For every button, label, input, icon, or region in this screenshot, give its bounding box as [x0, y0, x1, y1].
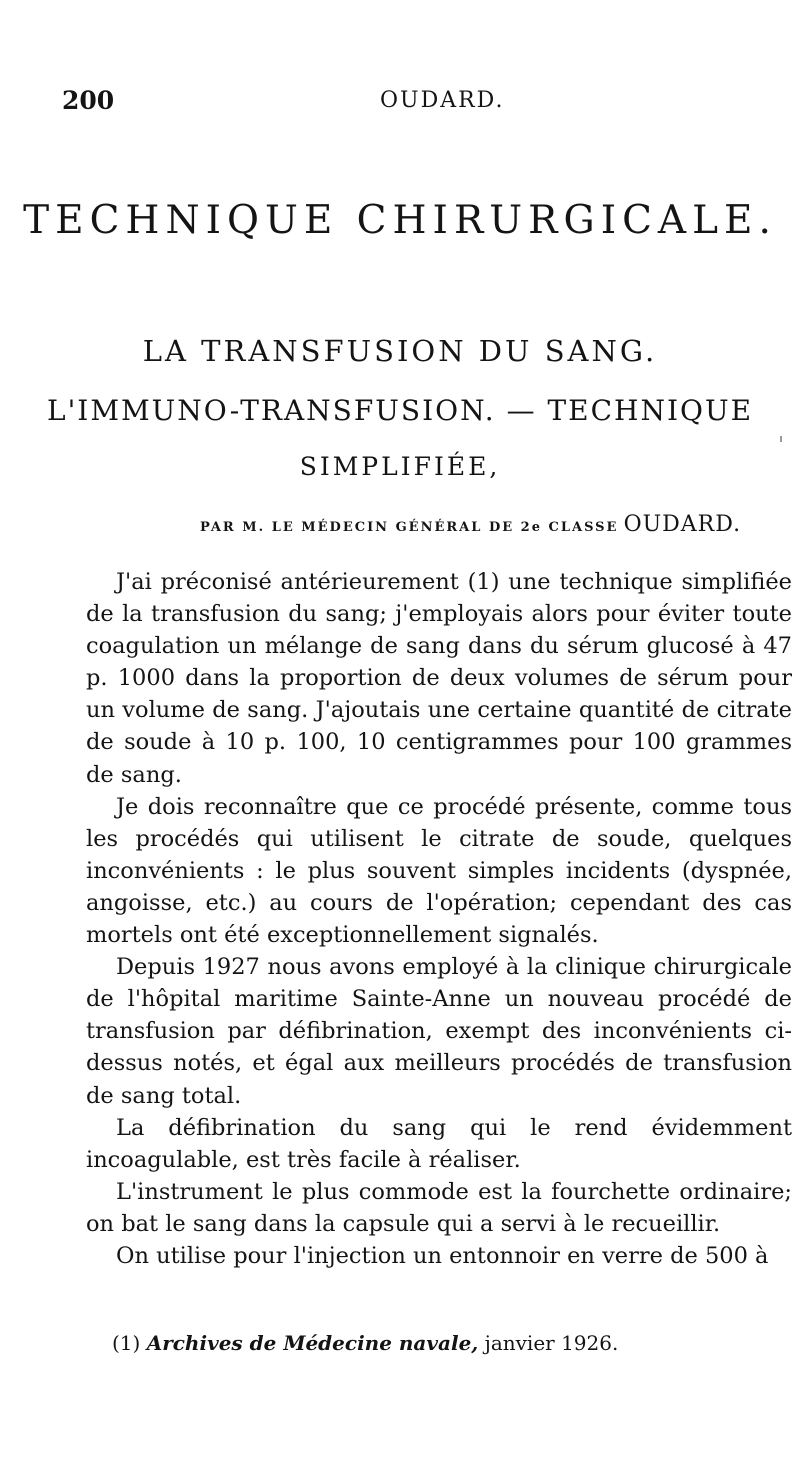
footnote-date: janvier 1926.: [484, 1331, 619, 1355]
running-head: [62, 86, 782, 116]
article-title-line-3: SIMPLIFIÉE,: [299, 452, 501, 481]
article-body: [86, 566, 792, 1272]
running-title: OUDARD.: [380, 88, 505, 113]
footnote-marker: (1): [112, 1331, 141, 1355]
article-title-line-2: L'IMMUNO-TRANSFUSION. — TECHNIQUE: [46, 394, 754, 427]
paragraph: L'instrument le plus commode est la fourchette ordinaire; on bat le sang dans la capsule qui a servi à le recueillir.: [86, 1178, 792, 1237]
paragraph: J'ai préconisé antérieurement (1) une technique simplifiée de la transfusion du sang; j'employais alors pour éviter toute coagulation un mélange de sang dans du sérum glucosé à 47 p. 1000 dans la proportion de deux volumes de sérum pour un volume de sang. J'ajoutais une certaine quantité de citrate de soude à 10 p. 100, 10 centigrammes pour 100 grammes de sang.: [86, 569, 792, 788]
footnote-journal: Archives de Médecine navale,: [146, 1331, 479, 1355]
paragraph: Je dois reconnaître que ce procédé présente, comme tous les procédés qui utilisent le citrate de soude, quelques inconvénients : le plus souvent simples incidents (dyspnée, angoisse, etc.) au cours de l'opération; cependant des cas mortels ont été exceptionnellement signalés.: [86, 793, 792, 949]
paragraph: La défibrination du sang qui le rend évidemment incoagulable, est très facile à réaliser.: [86, 1114, 792, 1173]
paragraph: On utilise pour l'injection un entonnoir en verre de 500 à: [116, 1242, 769, 1269]
byline-author: OUDARD.: [623, 512, 742, 537]
footnote: [112, 1331, 618, 1355]
margin-mark: [780, 436, 782, 442]
paragraph: Depuis 1927 nous avons employé à la clinique chirurgicale de l'hôpital maritime Sainte-Anne un nouveau procédé de transfusion par défibrination, exempt des inconvénients ci-dessus notés, et égal aux meilleurs procédés de transfusion de sang total.: [86, 954, 792, 1109]
section-title: TECHNIQUE CHIRURGICALE.: [23, 198, 777, 243]
page-number: 200: [62, 86, 115, 115]
byline: [200, 512, 780, 537]
article-title-line-1: LA TRANSFUSION DU SANG.: [142, 334, 658, 368]
byline-prefix: PAR M. LE MÉDECIN GÉNÉRAL DE 2e CLASSE: [200, 520, 619, 535]
